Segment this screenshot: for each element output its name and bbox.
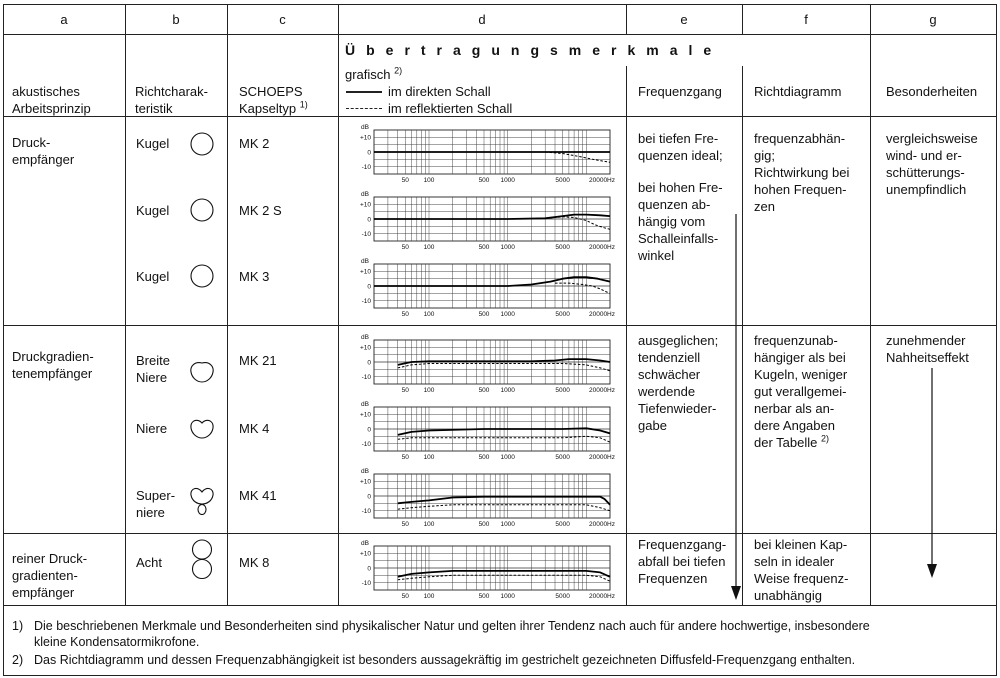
x-tick-label: 5000 — [555, 311, 570, 318]
text-line: werdende — [638, 384, 696, 399]
legend-solid-line — [346, 91, 382, 93]
text-line: bei kleinen Kap- — [754, 537, 848, 552]
footnote-ref: 1) — [299, 99, 308, 110]
text-line: Frequenzgang- — [638, 537, 727, 552]
y-tick-label: +10 — [359, 134, 371, 142]
principle-pressure — [12, 134, 74, 168]
pattern-label: Acht — [136, 555, 163, 570]
text-line: Schalleinfalls- — [638, 231, 719, 246]
text-line: vergleichsweise — [886, 131, 978, 146]
text-line: zunehmender — [886, 333, 966, 348]
y-tick-label: +10 — [359, 411, 371, 419]
x-tick-label: 1000 — [500, 454, 515, 461]
table-rule — [3, 34, 997, 35]
legend-dashed-label: im reflektierten Schall — [388, 101, 513, 116]
x-tick-label: 50 — [401, 387, 409, 394]
trend-arrow-icon — [730, 214, 742, 604]
capsule-type: MK 21 — [239, 353, 277, 368]
text-line — [12, 652, 855, 668]
text-line: tenempfänger — [12, 366, 93, 381]
text-line — [12, 634, 870, 650]
y-tick-label: 0 — [367, 216, 371, 224]
text-line: frequenzabhän- — [754, 131, 846, 146]
text-line: Niere — [136, 370, 168, 385]
text-line: hängig vom — [638, 214, 706, 229]
x-tick-label: 50 — [401, 593, 409, 600]
header-graphic-label: grafisch — [345, 67, 391, 82]
x-tick-label: 50 — [401, 521, 409, 528]
text-line: gut verallgemei- — [754, 384, 847, 399]
text-line — [12, 618, 870, 634]
text-line: ausgeglichen; — [638, 333, 719, 348]
y-tick-label: +10 — [359, 268, 371, 276]
table-border-bottom — [3, 675, 997, 676]
x-tick-label: 50 — [401, 177, 409, 184]
cardioid-icon — [188, 417, 216, 441]
text-line: Tiefenwieder- — [638, 401, 717, 416]
frequency-response-pressure — [638, 130, 723, 264]
x-tick-label: 50 — [401, 454, 409, 461]
column-letter-d: d — [478, 12, 486, 27]
x-tick-label: 1000 — [500, 177, 515, 184]
x-tick-label: 100 — [423, 177, 435, 184]
text-line: empfänger — [12, 152, 75, 167]
omni-circle-icon — [190, 264, 216, 290]
direct-sound-curve — [398, 571, 610, 577]
frequency-response-chart-mk2 — [342, 122, 622, 188]
footnote-number: 1) — [12, 619, 24, 633]
x-tick-label: 50 — [401, 244, 409, 251]
frequency-response-chart-mk8 — [342, 538, 622, 604]
header-capsule-type — [239, 100, 308, 117]
capsule-type: MK 8 — [239, 555, 270, 570]
text-line: nerbar als an- — [754, 401, 835, 416]
text-line: wind- und er- — [886, 148, 962, 163]
polar-pattern-figure-eight — [754, 536, 848, 604]
header-graphic — [345, 66, 402, 83]
y-axis-label: dB — [361, 468, 369, 475]
text-line: Nahheitseffekt — [886, 350, 969, 365]
x-tick-label: 5000 — [555, 387, 570, 394]
text-line: abfall bei tiefen — [638, 554, 726, 569]
x-tick-label: 100 — [423, 593, 435, 600]
y-axis-label: dB — [361, 124, 369, 131]
x-tick-label: 5000 — [555, 454, 570, 461]
table-border-right — [996, 4, 997, 676]
footnote-number: 2) — [12, 653, 24, 667]
text-line: niere — [136, 505, 165, 520]
legend-dashed-line — [346, 108, 382, 109]
x-tick-label: 20000Hz — [588, 521, 616, 528]
text-line: Druck- — [12, 135, 51, 150]
reflected-sound-curve — [398, 575, 610, 581]
x-tick-label: 100 — [423, 454, 435, 461]
text-line: frequenzunab- — [754, 333, 838, 348]
text-line: quenzen ab- — [638, 197, 711, 212]
y-tick-label: -10 — [361, 164, 371, 171]
wide-cardioid-icon — [188, 360, 216, 384]
direct-sound-curve — [398, 497, 610, 505]
capsule-type: MK 2 S — [239, 203, 282, 218]
table-rule — [3, 533, 997, 534]
footnote-text: kleine Kondensatormikrofone. — [34, 635, 200, 649]
header-polar-pattern: Richtdiagramm — [754, 84, 842, 99]
frequency-response-chart-mk21 — [342, 332, 622, 398]
text-line: Breite — [136, 353, 170, 368]
x-tick-label: 20000Hz — [588, 177, 616, 184]
text-line: Super- — [136, 488, 176, 503]
column-letter-f: f — [804, 12, 808, 27]
pattern-label: Kugel — [136, 269, 170, 284]
text-line: Kugeln, weniger — [754, 367, 848, 382]
pattern-label: Niere — [136, 421, 168, 436]
x-tick-label: 1000 — [500, 244, 515, 251]
text-line: Richtwirkung bei — [754, 165, 850, 180]
capsule-type: MK 4 — [239, 421, 270, 436]
text-line: Druckgradien- — [12, 349, 94, 364]
legend-solid-label: im direkten Schall — [388, 84, 491, 99]
trend-arrow-icon — [926, 368, 938, 580]
y-tick-label: -10 — [361, 580, 371, 587]
text-line: gig; — [754, 148, 775, 163]
special-features-gradient — [886, 332, 969, 366]
y-tick-label: +10 — [359, 344, 371, 352]
y-tick-label: 0 — [367, 283, 371, 291]
text-line: winkel — [638, 248, 675, 263]
text-line: gradienten- — [12, 568, 78, 583]
x-tick-label: 5000 — [555, 521, 570, 528]
x-tick-label: 5000 — [555, 177, 570, 184]
footnote-ref: 2) — [821, 433, 830, 444]
footnote-text: Die beschriebenen Merkmale und Besonderheiten sind physikalischer Natur und gelten ihrer Tendenz nach auch für andere hochwertige, insbesondere — [34, 619, 870, 633]
frequency-response-chart-mk4 — [342, 399, 622, 465]
header-schoeps: SCHOEPS — [239, 84, 303, 99]
special-features-pressure — [886, 130, 978, 198]
table-border-top — [3, 4, 997, 5]
column-divider — [626, 66, 627, 605]
x-tick-label: 500 — [478, 244, 490, 251]
table-border-left — [3, 4, 4, 676]
footnote-1 — [12, 618, 870, 650]
y-axis-label: dB — [361, 258, 369, 265]
text-line — [638, 164, 723, 179]
text-line: zen — [754, 199, 775, 214]
x-tick-label: 5000 — [555, 593, 570, 600]
column-divider — [742, 66, 743, 605]
y-axis-label: dB — [361, 191, 369, 198]
capsule-type: MK 3 — [239, 269, 270, 284]
x-tick-label: 20000Hz — [588, 454, 616, 461]
text-line: reiner Druck- — [12, 551, 88, 566]
y-axis-label: dB — [361, 401, 369, 408]
text-line: Weise frequenz- — [754, 571, 849, 586]
frequency-response-chart-mk3 — [342, 256, 622, 322]
x-tick-label: 1000 — [500, 311, 515, 318]
y-tick-label: 0 — [367, 359, 371, 367]
column-letter-e: e — [680, 12, 688, 27]
omni-circle-icon — [190, 132, 216, 158]
reflected-sound-curve — [398, 436, 610, 442]
section-title: Übertragungsmerkmale — [345, 42, 723, 58]
x-tick-label: 500 — [478, 454, 490, 461]
text-line: hohen Frequen- — [754, 182, 847, 197]
figure-eight-icon — [190, 539, 216, 581]
text-line: empfänger — [12, 585, 75, 600]
pattern-label: Kugel — [136, 136, 170, 151]
text-line: schütterungs- — [886, 165, 965, 180]
y-tick-label: -10 — [361, 508, 371, 515]
y-tick-label: 0 — [367, 493, 371, 501]
y-tick-label: 0 — [367, 149, 371, 157]
table-rule — [3, 605, 997, 606]
x-tick-label: 20000Hz — [588, 387, 616, 394]
text-line: unempfindlich — [886, 182, 967, 197]
column-divider — [227, 4, 228, 605]
column-divider — [870, 4, 871, 605]
y-tick-label: +10 — [359, 201, 371, 209]
x-tick-label: 50 — [401, 311, 409, 318]
header-frequency-response: Frequenzgang — [638, 84, 722, 99]
x-tick-label: 100 — [423, 387, 435, 394]
pattern-label — [136, 352, 170, 386]
x-tick-label: 100 — [423, 521, 435, 528]
x-tick-label: 500 — [478, 593, 490, 600]
capsule-type: MK 2 — [239, 136, 270, 151]
header-capsule-type-label: Kapseltyp — [239, 101, 297, 116]
x-tick-label: 1000 — [500, 521, 515, 528]
pattern-label: Kugel — [136, 203, 170, 218]
text-line: dere Angaben — [754, 418, 835, 433]
y-tick-label: +10 — [359, 550, 371, 558]
y-tick-label: -10 — [361, 231, 371, 238]
frequency-response-chart-mk2s — [342, 189, 622, 255]
text-line: bei tiefen Fre- — [638, 131, 719, 146]
x-tick-label: 500 — [478, 387, 490, 394]
column-letter-b: b — [172, 12, 180, 27]
frequency-response-gradient — [638, 332, 718, 434]
omni-circle-icon — [190, 198, 216, 224]
column-divider — [125, 4, 126, 605]
text-line: tendenziell — [638, 350, 701, 365]
column-letter-g: g — [929, 12, 937, 27]
y-tick-label: -10 — [361, 374, 371, 381]
text-line: schwächer — [638, 367, 701, 382]
principle-pure-gradient — [12, 550, 87, 601]
frequency-response-figure-eight — [638, 536, 726, 587]
text-line: bei hohen Fre- — [638, 180, 723, 195]
text-line: unabhängig — [754, 588, 822, 603]
text-line — [754, 434, 847, 451]
y-tick-label: +10 — [359, 478, 371, 486]
y-tick-label: -10 — [361, 441, 371, 448]
text-line: hängiger als bei — [754, 350, 846, 365]
supercardioid-icon — [188, 485, 216, 517]
principle-pressure-gradient — [12, 348, 94, 382]
x-tick-label: 20000Hz — [588, 593, 616, 600]
polar-pattern-gradient — [754, 332, 847, 451]
x-tick-label: 20000Hz — [588, 311, 616, 318]
direct-sound-curve — [374, 215, 610, 219]
x-tick-label: 5000 — [555, 244, 570, 251]
capsule-type: MK 41 — [239, 488, 277, 503]
x-tick-label: 1000 — [500, 387, 515, 394]
x-tick-label: 500 — [478, 177, 490, 184]
x-tick-label: 100 — [423, 311, 435, 318]
text-line: gabe — [638, 418, 667, 433]
reflected-sound-curve — [398, 505, 610, 511]
text-line: quenzen ideal; — [638, 148, 723, 163]
y-axis-label: dB — [361, 334, 369, 341]
pattern-label — [136, 487, 175, 521]
column-divider — [338, 4, 339, 605]
x-tick-label: 500 — [478, 311, 490, 318]
reflected-sound-curve — [398, 364, 610, 371]
y-tick-label: -10 — [361, 298, 371, 305]
x-tick-label: 500 — [478, 521, 490, 528]
text-line: seln in idealer — [754, 554, 835, 569]
frequency-response-chart-mk41 — [342, 466, 622, 532]
x-tick-label: 100 — [423, 244, 435, 251]
header-principle: akustisches Arbeitsprinzip — [12, 84, 91, 116]
footnote-text: Das Richtdiagramm und dessen Frequenzabhängigkeit ist besonders aussagekräftig im gestrichelt gezeichneten Diffusfeld-Frequenzgang enthalten. — [34, 653, 856, 667]
header-directivity: Richtcharak-teristik — [135, 84, 208, 116]
y-tick-label: 0 — [367, 426, 371, 434]
footnote-2 — [12, 652, 855, 668]
text-line: Frequenzen — [638, 571, 708, 586]
x-tick-label: 1000 — [500, 593, 515, 600]
polar-pattern-pressure — [754, 130, 849, 215]
y-tick-label: 0 — [367, 565, 371, 573]
column-letter-c: c — [279, 12, 286, 27]
table-rule — [3, 325, 997, 326]
y-axis-label: dB — [361, 540, 369, 547]
footnote-ref: 2) — [394, 65, 403, 76]
column-letter-a: a — [60, 12, 68, 27]
header-special-features: Besonderheiten — [886, 84, 978, 99]
text-line-part: der Tabelle — [754, 435, 818, 450]
x-tick-label: 20000Hz — [588, 244, 616, 251]
